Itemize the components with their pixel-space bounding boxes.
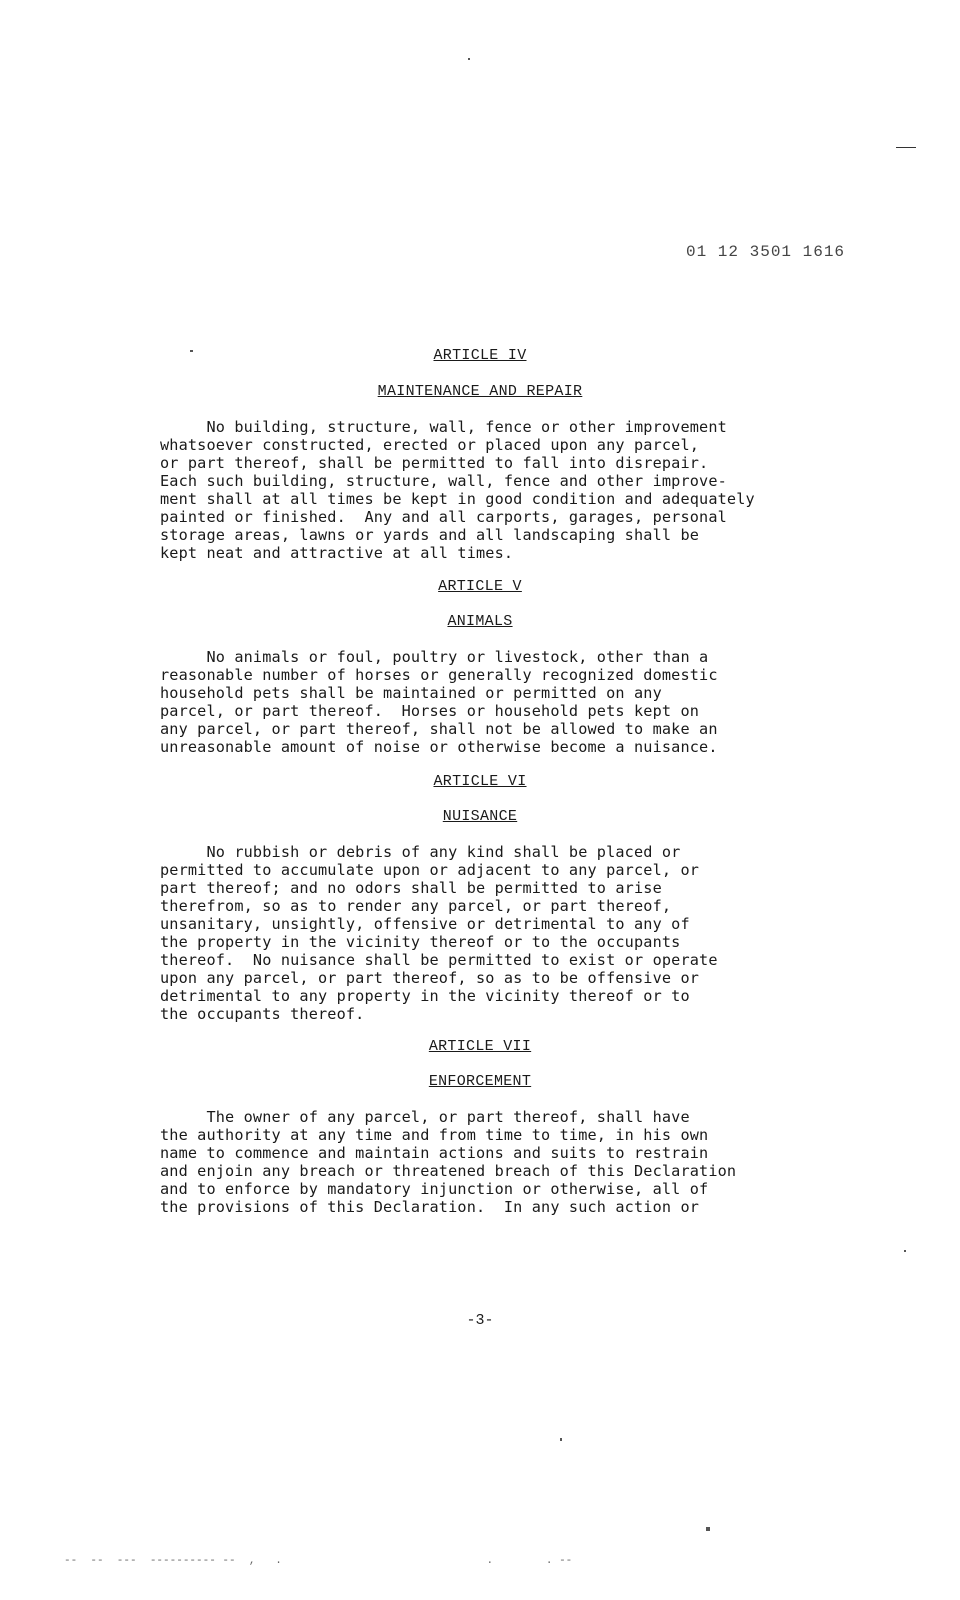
article-7-body: The owner of any parcel, or part thereof, shall have the authority at any time and from time to time, in his own name to commence and maintain actions and suits to restrain and enjoin any breach or threatened breach of this Declaration and to enforce by mandatory injunction or otherwise, all of the provisions of this Declaration. In any such action or bbox=[160, 1108, 737, 1216]
scan-noise-strip: -- -- --- ---------- -- , . . . -- bbox=[64, 1555, 573, 1567]
scan-speck bbox=[560, 1438, 562, 1441]
scan-speck bbox=[706, 1527, 710, 1531]
article-5-heading: ARTICLE V bbox=[438, 578, 522, 595]
scan-speck bbox=[904, 1250, 906, 1252]
article-4-title: MAINTENANCE AND REPAIR bbox=[377, 383, 583, 400]
article-5-title: ANIMALS bbox=[447, 613, 513, 630]
article-4-body: No building, structure, wall, fence or other improvement whatsoever constructed, erected or placed upon any parcel, or part thereof, shall be permitted to fall into disrepair. Each such building, structure, wall, fence and other improve- ment shall at all times be kept in good condition and adequately painted or finished. Any and all carports, garages, personal storage areas, lawns or yards and all landscaping shall be kept neat and attractive at all times. bbox=[160, 418, 755, 562]
page-number: -3- bbox=[466, 1312, 494, 1329]
article-6-heading: ARTICLE VI bbox=[433, 773, 527, 790]
scan-speck bbox=[190, 350, 193, 352]
document-number-stamp: 01 12 3501 1616 bbox=[686, 243, 846, 261]
article-7-title: ENFORCEMENT bbox=[428, 1073, 532, 1090]
scan-speck bbox=[468, 58, 470, 60]
edge-mark bbox=[896, 147, 916, 148]
article-4-heading: ARTICLE IV bbox=[433, 347, 527, 364]
article-6-body: No rubbish or debris of any kind shall be placed or permitted to accumulate upon or adjacent to any parcel, or part thereof; and no odors shall be permitted to arise therefrom, so as to render any parcel, or part thereof, unsanitary, unsightly, offensive or detrimental to any of the property in the vicinity thereof or to the occupants thereof. No nuisance shall be permitted to exist or operate upon any parcel, or part thereof, so as to be offensive or detrimental to any property in the vicinity thereof or to the occupants thereof. bbox=[160, 843, 718, 1023]
article-6-title: NUISANCE bbox=[442, 808, 518, 825]
article-5-body: No animals or foul, poultry or livestock, other than a reasonable number of horses or generally recognized domestic household pets shall be maintained or permitted on any parcel, or part thereof. Horses or household pets kept on any parcel, or part thereof, shall not be allowed to make an unreasonable amount of noise or otherwise become a nuisance. bbox=[160, 648, 718, 756]
article-7-heading: ARTICLE VII bbox=[428, 1038, 532, 1055]
